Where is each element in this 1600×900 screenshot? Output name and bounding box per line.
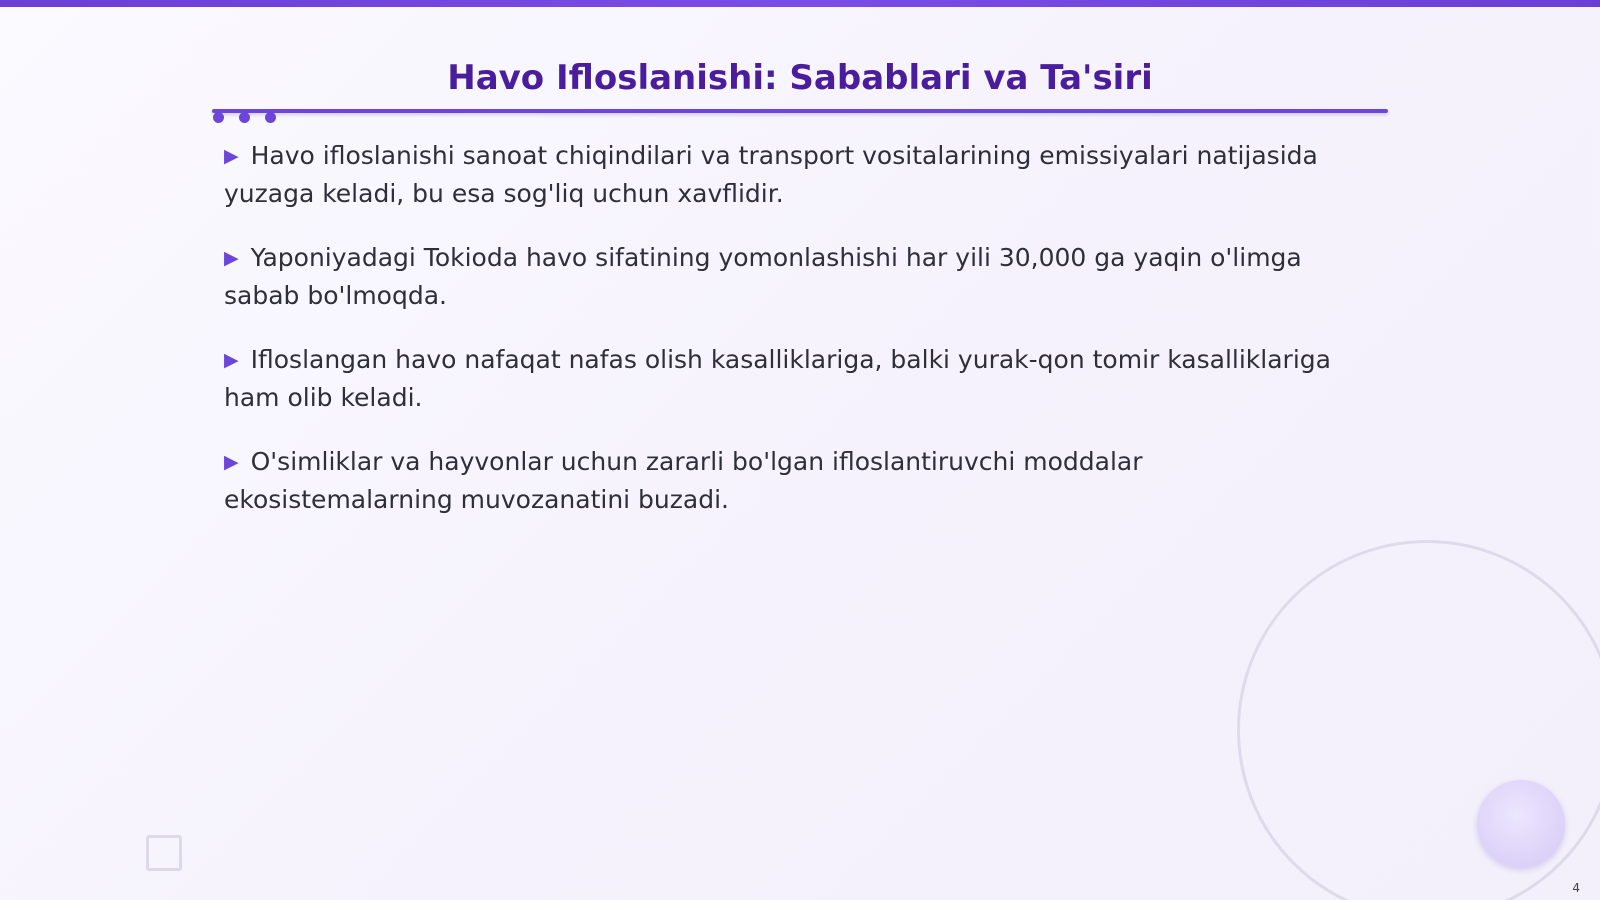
title-underline bbox=[212, 109, 1388, 113]
arrow-right-icon: ▶ bbox=[224, 349, 239, 371]
decor-dot bbox=[213, 112, 224, 123]
bullet-text: O'simliklar va hayvonlar uchun zararli bo'lgan ifloslantiruvchi moddalar ekosistemalarning muvozanatini buzadi. bbox=[224, 447, 1143, 514]
bullet-item bbox=[224, 138, 1374, 212]
top-accent-bar bbox=[0, 0, 1600, 7]
bullet-item bbox=[224, 342, 1374, 416]
bullet-text: Ifloslangan havo nafaqat nafas olish kasalliklariga, balki yurak-qon tomir kasalliklariga ham olib keladi. bbox=[224, 345, 1331, 412]
page-number: 4 bbox=[1572, 881, 1580, 895]
decor-dot bbox=[265, 112, 276, 123]
arrow-right-icon: ▶ bbox=[224, 451, 239, 473]
arrow-right-icon: ▶ bbox=[224, 247, 239, 269]
decorative-square-outline bbox=[146, 835, 182, 871]
bullet-text: Havo ifloslanishi sanoat chiqindilari va transport vositalarining emissiyalari natijasida yuzaga keladi, bu esa sog'liq uchun xavflidir. bbox=[224, 141, 1318, 208]
bullet-list bbox=[224, 138, 1374, 546]
decor-dot bbox=[239, 112, 250, 123]
bullet-item bbox=[224, 240, 1374, 314]
slide-title: Havo Ifloslanishi: Sabablari va Ta'siri bbox=[447, 58, 1153, 98]
arrow-right-icon: ▶ bbox=[224, 145, 239, 167]
bullet-text: Yaponiyadagi Tokioda havo sifatining yomonlashishi har yili 30,000 ga yaqin o'limga sabab bo'lmoqda. bbox=[224, 243, 1302, 310]
decorative-circle-filled bbox=[1477, 780, 1565, 868]
bullet-item bbox=[224, 444, 1374, 518]
